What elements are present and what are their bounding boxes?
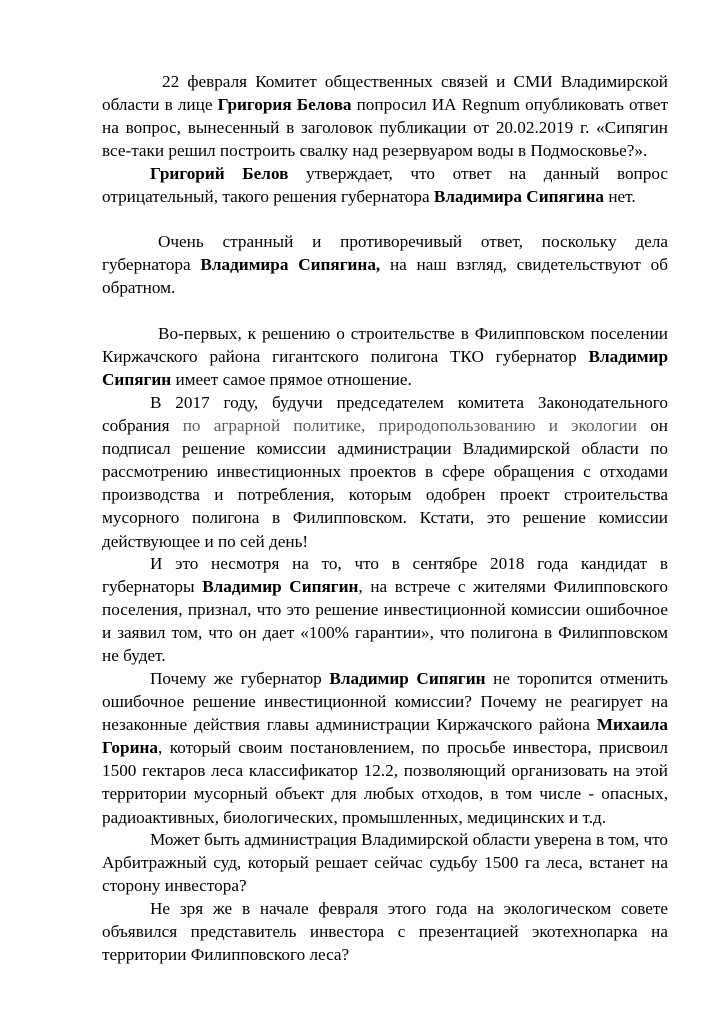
- paragraph-8: [102, 828, 668, 897]
- paragraph-7-text: Почему же губернатор: [150, 669, 330, 688]
- person-name-bold: Владимира Сипягина,: [200, 255, 381, 275]
- paragraph-1-text: попросил ИА Regnum опубликовать ответ на вопрос, вынесенный в заголовок публикации от 20.02.2019 г. «Сипягин все-таки решил построить свалку над резервуаром воды в Подмосковье?».: [102, 95, 668, 161]
- person-name-bold: Михаила Горина: [102, 715, 668, 758]
- paragraph-9-text: Не зря же в начале февраля этого года на экологическом совете объявился представитель инвестора с презентацией экотехнопарка на территории Филипповского леса?: [102, 899, 668, 965]
- paragraph-5-text: он подписал решение комиссии администрации Владимирской области по рассмотрению инвестиционных проектов в сфере обращения с отходами производства и потребления, которым одобрен проект строительства мусорного полигона в Филипповском. Кстати, это решение комиссии действующее и по сей день!: [102, 416, 668, 551]
- person-name-bold: Григория Белова: [217, 95, 352, 115]
- paragraph-7-text: не торопится отменить ошибочное решение инвестиционной комиссии? Почему не реагирует на незаконные действия главы администрации Киржачского района: [102, 669, 668, 735]
- paragraph-4-text: имеет самое прямое отношение.: [171, 370, 412, 390]
- paragraph-1: [102, 70, 668, 162]
- paragraph-3: [102, 230, 668, 299]
- person-name-bold: Григорий Белов: [150, 164, 289, 183]
- paragraph-7: [102, 667, 668, 829]
- committee-name-text: по аграрной политике, природопользованию и экологии: [182, 416, 637, 436]
- paragraph-3-text: Очень странный и противоречивый ответ, поскольку дела губернатора: [102, 232, 668, 275]
- paragraph-8-text: Может быть администрация Владимирской области уверена в том, что Арбитражный суд, который решает сейчас судьбу 1500 га леса, встанет на сторону инвестора?: [102, 830, 668, 896]
- paragraph-5: [102, 391, 668, 553]
- paragraph-1-text: 22 февраля Комитет общественных связей и СМИ Владимирской области в лице: [102, 72, 668, 115]
- person-name-bold: Владимир Сипягин: [329, 669, 486, 688]
- paragraph-6-text: И это несмотря на то, что в сентябре 2018 года кандидат в губернаторы: [102, 554, 668, 597]
- paragraph-5-text: В 2017 году, будучи председателем комитета Законодательного собрания: [102, 393, 668, 436]
- paragraph-4-text: Во-первых, к решению о строительстве в Филипповском поселении Киржачского района гигантского полигона ТКО губернатор: [102, 324, 668, 367]
- person-name-bold: Владимир Сипягин: [202, 577, 359, 597]
- person-name-bold: Владимира Сипягина: [433, 187, 605, 207]
- paragraph-6-text: , на встрече с жителями Филипповского поселения, признал, что это решение инвестиционной комиссии ошибочное и заявил том, что он дает «100% гарантии», что полигона в Филипповском не будет.: [102, 577, 668, 666]
- paragraph-3-text: на наш взгляд, свидетельствуют об обратном.: [102, 255, 669, 298]
- paragraph-7-text: , который своим постановлением, по просьбе инвестора, присвоил 1500 гектаров леса классификатор 12.2, позволяющий организовать на этой территории мусорный объект для любых отходов, в том числе - опасных, радиоактивных, биологических, промышленных, медицинских и т.д.: [102, 738, 668, 827]
- paragraph-2: [102, 162, 668, 208]
- paragraph-2-text: нет.: [604, 187, 636, 207]
- paragraph-6: [102, 552, 668, 667]
- paragraph-4: [102, 322, 668, 391]
- person-name-bold: Владимир Сипягин: [102, 347, 668, 390]
- paragraph-9: [102, 897, 668, 966]
- paragraph-2-text: утверждает, что ответ на данный вопрос отрицательный, такого решения губернатора: [102, 164, 668, 207]
